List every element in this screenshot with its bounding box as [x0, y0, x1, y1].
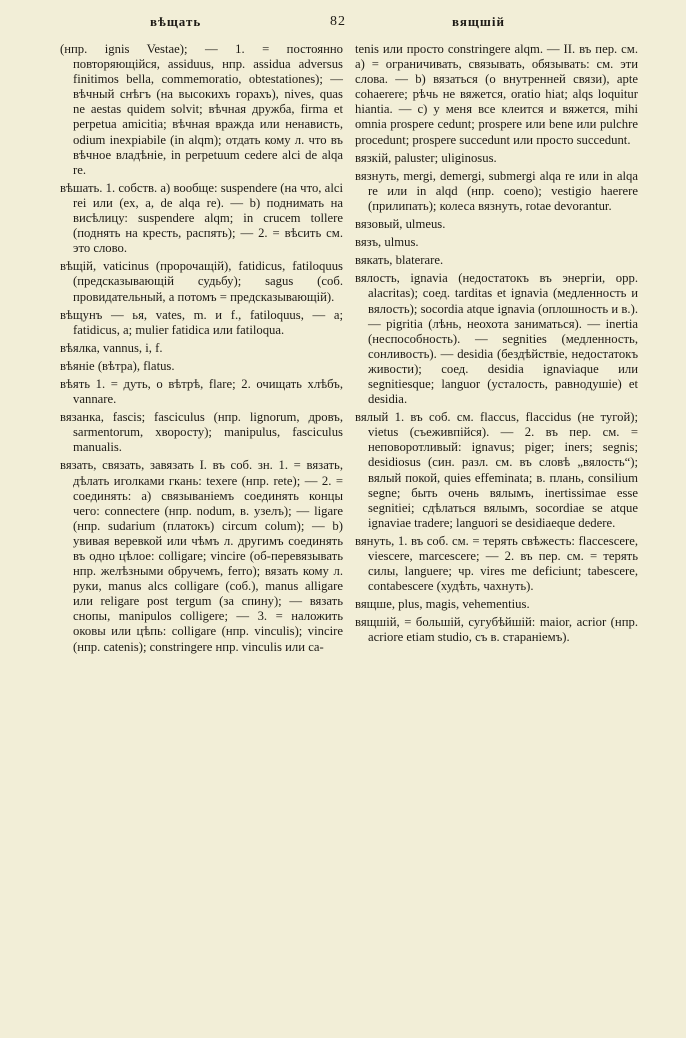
dictionary-entry: вязать, связать, завязать I. въ соб. зн. 1. = вязать, дѣлать иголками гкань: texere (нпр. rete); — 2. = соединять: a) связыванiемъ соединять концы чего: connectere (нпр. nodum, в. узелъ); — ligare (нпр. sudarium (платокъ) circum colum); — b) увивая веревкой или чѣмъ л. другимъ соединять въ одно цѣлое: colligare; vincire (об-перевязывать нпр. желѣзными обручемъ, ferro); вязать кому л. руки, manus alcs colligare (соб.), manus alligare или religare post tergum (за спину); — вязать снопы, manipulos colligere; — 3. = наложить оковы или цѣпь: colligare (нпр. vinculis); vincire (нпр. catenis); constringere нпр. vinculis или ca-: [60, 458, 343, 654]
dictionary-entry: tenis или просто constringere alqm. — II. въ пер. см. а) = ограничивать, связывать, обязывать: см. эти слова. — b) вязаться (о внутренней связи), apte cohaerere; рѣчь не вяжется, oratio hiat; alqs loquitur hiantia. — c) у меня все клеится и вяжется, mihi omnia prospere cedunt; prospere или bene или pulchre procedunt; prospere succedunt или просто succedunt.: [355, 42, 638, 147]
dictionary-entry: вѣять 1. = дуть, о вѣтрѣ, flare; 2. очищать хлѣбъ, vannare.: [60, 376, 343, 407]
dictionary-entry: (нпр. ignis Vestae); — 1. = постоянно повторяющійся, assiduus, нпр. assidua adversus finitimos bella, commemoratio, obtestationes); — вѣчный снѣгъ (на высокихъ горахъ), nives, quas ne aestas quidem solvit; вѣчная дружба, firma et perpetua amicitia; вѣчная вражда или ненависть, odium inexpiabile (in alqm); отдать кому л. что въ вѣчное владѣніе, in perpetuum cedere alci de alqa re.: [60, 42, 343, 177]
dictionary-entry: вѣщунъ — ья, vates, m. и f., fatiloquus, — a; fatidicus, a; mulier fatidica или fatiloqua.: [60, 307, 343, 337]
dictionary-entry: вякать, blaterare.: [355, 253, 444, 268]
dictionary-entry: вѣяніе (вѣтра), flatus.: [60, 358, 175, 373]
dictionary-entry: вѣщій, vaticinus (пророчащій), fatidicus, fatiloquus (предсказывающій судьбу); sagus (соб. провидательный, а потомъ = предсказывающій).: [60, 259, 343, 304]
dictionary-entry: вящше, plus, magis, vehementius.: [355, 597, 530, 612]
page-number: 82: [330, 14, 346, 29]
dictionary-entry: вѣялка, vannus, i, f.: [60, 340, 163, 355]
dictionary-entry: вянуть, 1. въ соб. см. = терять свѣжесть: flaccescere, viescere, marcescere; — 2. въ пер. см. = терять силы, languere; чр. vires me deficiunt; tabescere, contabescere (худѣть, чахнуть).: [355, 533, 638, 594]
right-column: [355, 42, 638, 649]
dictionary-entry: вязкій, paluster; uliginosus.: [355, 150, 497, 165]
dictionary-entry: вялый 1. въ соб. см. flaccus, flaccidus (не тугой); vietus (съеживпійся). — 2. въ пер. см. = неповоротливый: ignavus; piger; iners; segnis; desidiosus (син. разл. см. въ словѣ „вялость“); вялый покой, quies effeminata; в. плань, consilium segne; быть очень вялымъ, inertissimae esse segnitiei; сдѣлаться вялымъ, socordiae se atque ignaviae tradere; languori se desidiaeque dedere.: [355, 410, 638, 530]
dictionary-entry: вязъ, ulmus.: [355, 235, 419, 250]
dictionary-entry: вязовый, ulmeus.: [355, 217, 446, 232]
header-right-word: вящшій: [452, 14, 505, 29]
dictionary-entry: вязнуть, mergi, demergi, submergi alqa re или in alqa re или in alqd (нпр. coeno); vestigio haerere (прилипать); колеса вязнуть, rotae devorantur.: [355, 168, 638, 213]
dictionary-entry: вящшій, = большій, сугубѣйшій: maior, acrior (нпр. acriore etiam studio, съ в. стараніемъ).: [355, 615, 638, 645]
dictionary-entry: вялость, ignavia (недостатокъ въ энергіи, opp. alacritas); соед. tarditas et ignavia (медленность и вялость); socordia atque ignavia (оплошность и в.). — pigritia (лѣнь, неохота заниматься). — inertia (неспособность). — segnities (медленность, сонливость). — desidia (бездѣйствіе, недостатокъ живости); соед. desidia ignaviaque или segnitiesque; languor (усталость, равнодушіе) et desidia.: [355, 271, 638, 407]
header-left-word: вѣщать: [150, 14, 202, 29]
dictionary-entry: вязанка, fascis; fasciculus (нпр. lignorum, дровъ, sarmentorum, хворосту); manipulus, fasciculus manualis.: [60, 410, 343, 455]
left-column: [60, 42, 343, 658]
page-header: [0, 14, 686, 36]
dictionary-entry: вѣшать. 1. собств. а) вообще: suspendere (на что, alci rei или (ex, a, de alqa re). — b) поднимать на висѣлицу: suspendere alqm; in crucem tollere (поднять на кресть, распять); — 2. = вѣсить см. это слово.: [60, 180, 343, 256]
